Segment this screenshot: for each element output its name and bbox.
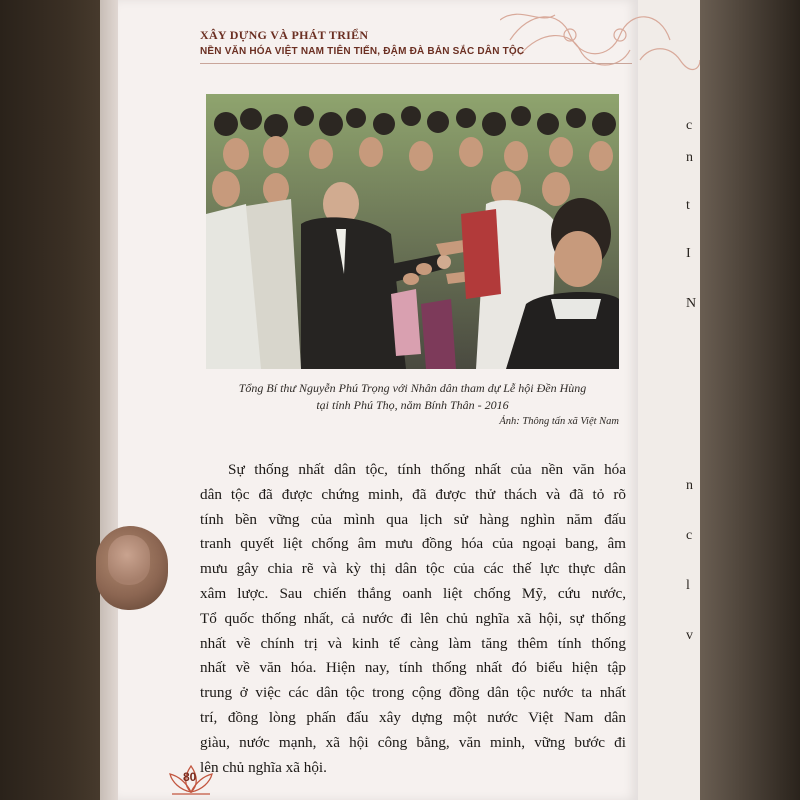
background-left: [0, 0, 110, 800]
background-right: [700, 0, 800, 800]
next-page-fragment: n: [686, 150, 693, 165]
body-paragraph: [200, 458, 626, 780]
paragraph-line: trí, đồng lòng phấn đấu xây dựng một nước Việt Nam dân: [200, 708, 626, 726]
caption-line: tại tỉnh Phú Thọ, năm Bính Thân - 2016: [316, 398, 509, 412]
next-page-fragment: c: [686, 528, 693, 543]
thumbnail: [108, 535, 150, 585]
paragraph-line: dân tộc đã được chứng minh, đã được thử thách và đã tỏ rõ: [200, 485, 626, 503]
paragraph-line: tính bền vững của mình qua lịch sử hàng nghìn năm đấu: [200, 510, 626, 528]
paragraph-line: lên chủ nghĩa xã hội.: [200, 758, 327, 776]
page-number: 80: [183, 770, 197, 784]
next-page-fragment: I: [686, 246, 691, 261]
next-page-fragment: t: [686, 198, 690, 213]
next-page-fragment: n: [686, 478, 693, 493]
paragraph-line: trung ở việc các dân tộc trong cộng đồng dân tộc nước ta nhất: [200, 684, 626, 702]
next-page-fragment: v: [686, 628, 693, 643]
paragraph-line: tranh quyết liệt chống âm mưu đồng hóa của ngoại bang, âm: [200, 535, 626, 553]
header-divider: [200, 63, 632, 64]
paragraph-line: mưu gây chia rẽ và kỳ thị dân tộc của các thế lực thực dân: [200, 560, 626, 578]
photo-credit: Ảnh: Thông tấn xã Việt Nam: [499, 416, 619, 427]
running-header-subtitle: NỀN VĂN HÓA VIỆT NAM TIÊN TIẾN, ĐẬM ĐÀ BẢN SẮC DÂN TỘC: [200, 46, 525, 57]
paragraph-line: Tổ quốc thống nhất, cả nước đi lên chủ nghĩa xã hội, sự thống: [200, 609, 626, 627]
paragraph-line: nhất về chính trị và kinh tế càng làm tăng thêm tính thống: [200, 634, 626, 652]
photo-caption: [206, 380, 619, 414]
next-page-fragment: N: [686, 296, 697, 311]
caption-line: Tổng Bí thư Nguyễn Phú Trọng với Nhân dân tham dự Lễ hội Đền Hùng: [238, 381, 587, 395]
next-page-fragment: l: [686, 578, 690, 593]
header-ornament-icon: [500, 0, 700, 80]
next-page-fragment: c: [686, 118, 693, 133]
paragraph-line: Sự thống nhất dân tộc, tính thống nhất của nền văn hóa: [228, 461, 626, 478]
paragraph-line: xâm lược. Sau chiến thắng oanh liệt chống Mỹ, cứu nước,: [200, 584, 626, 602]
paragraph-line: giàu, nước mạnh, xã hội công bằng, văn minh, vững bước đi: [200, 733, 626, 751]
crowd-photo: [206, 94, 619, 369]
running-header-title: XÂY DỰNG VÀ PHÁT TRIỂN: [200, 28, 369, 42]
paragraph-line: nhất về văn hóa. Hiện nay, tính thống nhất đó biểu hiện tập: [200, 659, 626, 677]
